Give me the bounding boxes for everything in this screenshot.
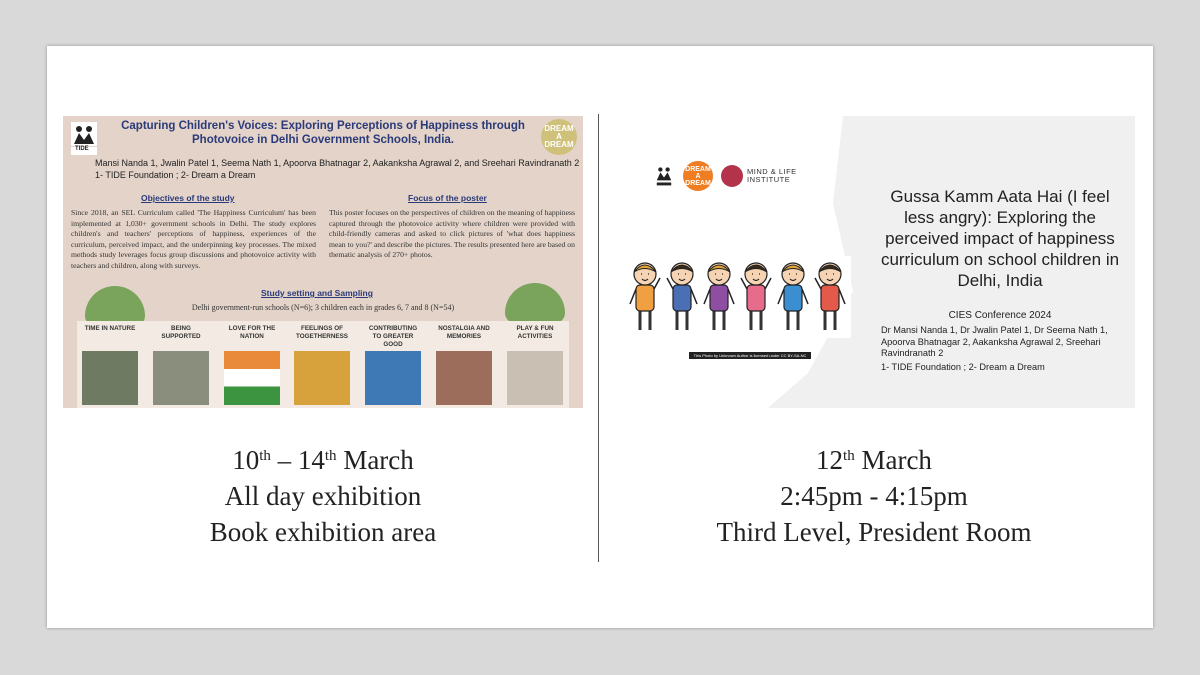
theme-label: TIME IN NATURE — [84, 325, 136, 332]
session-location: Third Level, President Room — [716, 517, 1032, 547]
theme-item — [364, 325, 422, 405]
dream-a-dream-logo: DREAM A DREAM — [541, 119, 577, 155]
mind-life-sub: INSTITUTE — [747, 175, 791, 184]
date-start-suffix: th — [259, 448, 271, 464]
theme-label: NOSTALGIA AND MEMORIES — [438, 325, 490, 340]
mind-life-text — [747, 168, 797, 184]
conference-name: CIES Conference 2024 — [948, 310, 1052, 321]
presentation-authors: Dr Mansi Nanda 1, Dr Jwalin Patel 1, Dr Seema Nath 1, Apoorva Bhatnagar 2, Aakanksha Agrawal 2, Sreehari Ravindranath 2 — [881, 325, 1108, 358]
date-month: March — [343, 445, 414, 475]
theme-photo — [153, 351, 209, 405]
child-figure-icon — [815, 263, 845, 330]
theme-photo — [436, 351, 492, 405]
tide-logo-icon — [653, 163, 675, 189]
sampling-text: Delhi government-run schools (N=6); 3 children each in grades 6, 7 and 8 (N=54) — [191, 303, 455, 312]
presentation-slide-image — [613, 116, 1135, 408]
session-month: March — [861, 445, 932, 475]
exhibition-location: Book exhibition area — [209, 517, 437, 547]
mind-life-icon — [721, 165, 743, 187]
child-figure-icon — [630, 263, 660, 330]
child-figure-icon — [704, 263, 734, 330]
themes-panel — [77, 321, 569, 408]
session-day: 12 — [816, 445, 844, 475]
mind-life-name: MIND & LIFE — [747, 167, 797, 176]
objectives-heading: Objectives of the study — [141, 193, 235, 203]
exhibition-dates — [63, 442, 583, 478]
date-end: 14 — [297, 445, 325, 475]
child-figure-icon — [741, 263, 771, 330]
sampling-heading: Study setting and Sampling — [261, 288, 373, 298]
session-time: 2:45pm - 4:15pm — [780, 481, 968, 511]
exhibition-caption — [63, 442, 583, 550]
theme-label: BEING SUPPORTED — [161, 325, 201, 340]
bush-right-icon — [505, 283, 565, 323]
date-start: 10 — [232, 445, 260, 475]
session-caption — [613, 442, 1135, 550]
child-figure-icon — [778, 263, 808, 330]
session-day-suffix: th — [843, 448, 855, 464]
slide — [47, 46, 1153, 628]
theme-item — [506, 325, 564, 405]
date-end-suffix: th — [324, 448, 337, 464]
poster-image — [63, 116, 583, 408]
dream-a-dream-logo: DREAM A DREAM — [683, 161, 713, 191]
theme-photo — [365, 351, 421, 405]
poster-authors — [95, 157, 579, 181]
theme-label: LOVE FOR THE NATION — [228, 325, 276, 340]
session-date — [613, 442, 1135, 478]
poster-affiliations: 1- TIDE Foundation ; 2- Dream a Dream — [95, 170, 256, 180]
theme-photo — [507, 351, 563, 405]
theme-item — [81, 325, 139, 405]
focus-text: This poster focuses on the perspectives of children on the meaning of happiness captured through the photovoice activity where children were provided with child-friendly cameras and asked to click pictures of 'what does happiness mean to you?' and describe the pictures. The results presented here are based on thematic analysis of 270+ photos. — [329, 208, 575, 259]
theme-label: FEELINGS OF TOGETHERNESS — [295, 325, 349, 340]
exhibition-time: All day exhibition — [224, 481, 422, 511]
image-attribution: This Photo by Unknown Author is licensed under CC BY-SA-NC — [689, 352, 811, 359]
theme-label: PLAY & FUN ACTIVITIES — [516, 325, 554, 340]
theme-photo — [224, 351, 280, 405]
objectives-text: Since 2018, an SEL Curriculum called 'The Happiness Curriculum' has been implemented at 1,030+ government schools in Delhi. The study explores children's and teachers' perceptions of happiness, experiences of the curriculum, perceived impact, and the underpinning key processes. The mixed methods study leverages focus group discussions and photovoice activity with teachers and children, along with surveys. — [71, 208, 316, 270]
theme-photo — [82, 351, 138, 405]
presentation-logos — [653, 162, 797, 190]
bush-left-icon — [85, 286, 145, 326]
theme-item — [152, 325, 210, 405]
poster-title: Capturing Children's Voices: Exploring Perceptions of Happiness through Photovoice in Delhi Government Schools, India. — [121, 120, 525, 146]
date-dash: – — [277, 445, 292, 475]
poster-author-list: Mansi Nanda 1, Jwalin Patel 1, Seema Nath 1, Apoorva Bhatnagar 2, Aakanksha Agrawal 2, and Sreehari Ravindranath 2 — [95, 158, 580, 168]
presentation-affiliations: 1- TIDE Foundation ; 2- Dream a Dream — [881, 362, 1045, 372]
theme-item — [293, 325, 351, 405]
vertical-divider — [598, 114, 599, 562]
focus-heading: Focus of the poster — [408, 193, 487, 203]
theme-item — [435, 325, 493, 405]
mind-life-logo — [721, 165, 797, 187]
presentation-title: Gussa Kamm Aata Hai (I feel less angry): Exploring the perceived impact of happiness curriculum on school children in Delhi, India — [880, 187, 1120, 290]
tide-logo-label: TIDE — [75, 146, 89, 152]
children-illustration — [625, 256, 851, 338]
child-figure-icon — [667, 263, 697, 330]
theme-label: CONTRIBUTING TO GREATER GOOD — [368, 325, 418, 348]
theme-item — [223, 325, 281, 405]
theme-photo — [294, 351, 350, 405]
